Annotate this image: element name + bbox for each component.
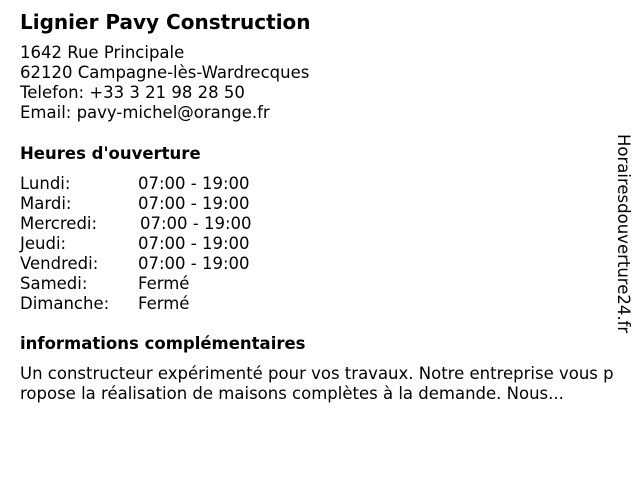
hours-value: 07:00 - 19:00 xyxy=(140,214,252,233)
phone-number: Telefon: +33 3 21 98 28 50 xyxy=(20,83,245,102)
day-label: Vendredi: xyxy=(20,254,99,273)
hours-value: Fermé xyxy=(138,274,190,293)
additional-info-heading: informations complémentaires xyxy=(20,334,306,353)
day-label: Samedi: xyxy=(20,274,88,293)
site-watermark: Horairesdouverture24.fr xyxy=(614,134,633,334)
hours-value: Fermé xyxy=(138,294,190,313)
hours-value: 07:00 - 19:00 xyxy=(138,194,250,213)
opening-hours-heading: Heures d'ouverture xyxy=(20,144,201,163)
day-label: Mardi: xyxy=(20,194,72,213)
day-label: Dimanche: xyxy=(20,294,110,313)
business-description: Un constructeur expérimenté pour vos travaux. Notre entreprise vous propose la réalisation de maisons complètes à la demande. Nous... xyxy=(20,364,614,403)
hours-value: 07:00 - 19:00 xyxy=(138,254,250,273)
day-label: Lundi: xyxy=(20,174,71,193)
contact-block xyxy=(20,43,309,123)
street-address: 1642 Rue Principale xyxy=(20,43,185,62)
day-label: Mercredi: xyxy=(20,214,98,233)
hours-value: 07:00 - 19:00 xyxy=(138,174,250,193)
day-label: Jeudi: xyxy=(20,234,67,253)
city-address: 62120 Campagne-lès-Wardrecques xyxy=(20,63,310,82)
hours-value: 07:00 - 19:00 xyxy=(138,234,250,253)
business-name: Lignier Pavy Construction xyxy=(20,10,311,34)
email-address: Email: pavy-michel@orange.fr xyxy=(20,103,270,122)
